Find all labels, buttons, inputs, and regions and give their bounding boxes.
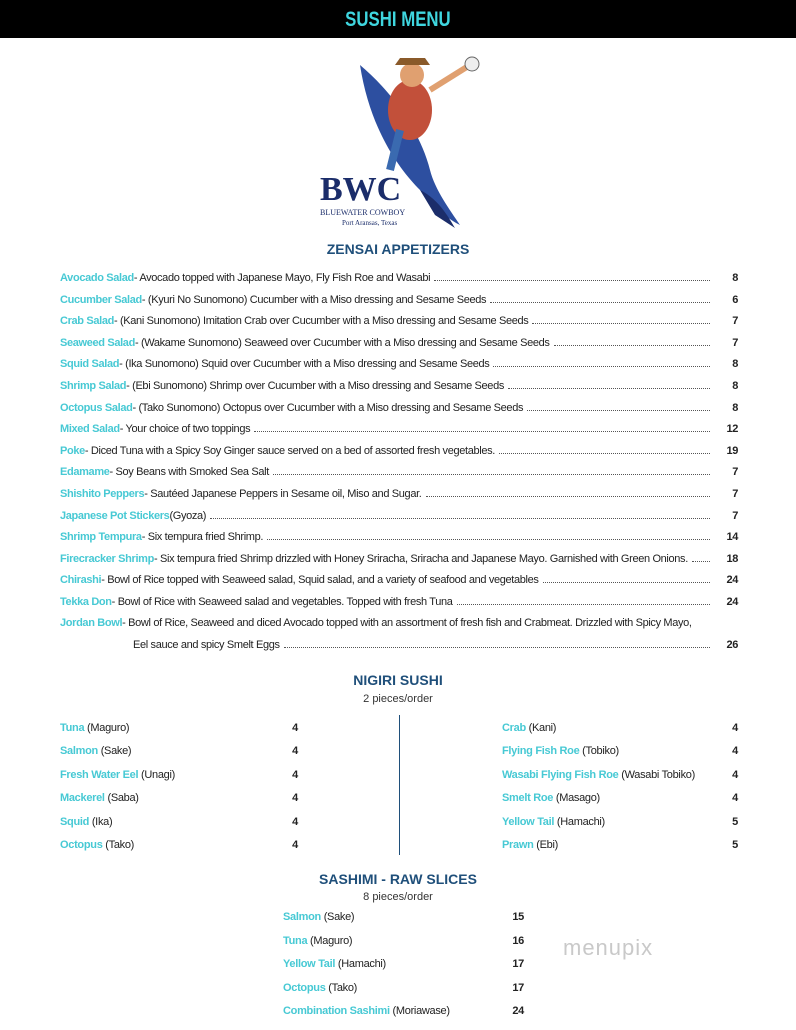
item-name: Octopus (60, 839, 103, 851)
item-description: - (Kani Sunomono) Imitation Crab over Cucumber with a Miso dressing and Sesame Seeds (113, 315, 529, 328)
sashimi-subtitle: 8 pieces/order (363, 891, 433, 903)
menu-item (60, 294, 738, 310)
item-japanese-name: (Moriawase) (389, 1005, 450, 1017)
item-price: 4 (732, 722, 738, 734)
item-name: Chirashi (60, 574, 102, 587)
item-price: 7 (732, 488, 738, 500)
item-name: Fresh Water Eel (60, 768, 139, 781)
menu-item (502, 745, 738, 761)
item-price: 4 (292, 815, 298, 828)
item-price: 8 (732, 358, 738, 371)
item-name: Combination Sashimi (283, 1005, 390, 1017)
item-description: - (Kyuri No Sunomono) Cucumber with a Miso dressing and Sesame Seeds (141, 293, 487, 306)
item-description: (Gyoza) (169, 509, 207, 522)
menu-item (60, 510, 738, 526)
item-description: - Six tempura fried Shrimp drizzled with Honey Sriracha, Sriracha and Japanese Mayo. Garnished with Green Onions. (153, 552, 688, 565)
dot-leader (434, 280, 710, 281)
menu-item (502, 816, 738, 832)
item-price: 8 (732, 380, 738, 392)
item-japanese-name: (Tobiko) (579, 745, 619, 758)
item-price: 7 (732, 466, 738, 479)
item-japanese-name: (Ika) (89, 815, 113, 828)
item-price: 24 (726, 596, 738, 608)
item-price: 7 (732, 315, 738, 328)
sashimi-heading: SASHIMI - RAW SLICES (319, 871, 477, 887)
item-price: 8 (732, 272, 738, 284)
header-bar (0, 0, 796, 38)
column-divider (399, 715, 400, 855)
item-japanese-name: (Sake) (97, 745, 132, 758)
item-description: - (Ika Sunomono) Squid over Cucumber with a Miso dressing and Sesame Seeds (119, 358, 490, 371)
item-description: - Soy Beans with Smoked Sea Salt (109, 466, 269, 479)
bluewater-cowboy-logo (300, 50, 500, 235)
item-price: 4 (732, 745, 738, 758)
dot-leader (267, 539, 710, 540)
item-name: Salmon (60, 745, 98, 758)
item-name: Tekka Don (60, 596, 112, 608)
dot-leader (508, 388, 710, 389)
menu-item (60, 358, 738, 374)
menu-title: SUSHI MENU (345, 8, 451, 31)
item-name: Octopus Salad (60, 401, 133, 414)
item-name: Flying Fish Roe (502, 745, 580, 758)
dot-leader (457, 604, 710, 605)
menu-item (60, 745, 298, 761)
item-japanese-name: (Hamachi) (554, 815, 605, 828)
item-name: Mixed Salad (60, 423, 120, 436)
item-name: Squid Salad (60, 358, 120, 371)
item-price: 4 (732, 792, 738, 805)
item-japanese-name: (Sake) (320, 911, 355, 923)
item-price: 26 (726, 639, 738, 651)
item-japanese-name: (Masago) (553, 792, 600, 805)
item-price: 24 (512, 1005, 524, 1017)
item-description: - Bowl of Rice with Seaweed salad and vegetables. Topped with fresh Tuna (111, 596, 453, 608)
item-name: Yellow Tail (502, 815, 555, 828)
item-name: Avocado Salad (60, 272, 134, 284)
item-name: Edamame (60, 466, 110, 479)
item-name: Mackerel (60, 792, 105, 805)
item-description: - (Tako Sunomono) Octopus over Cucumber with a Miso dressing and Sesame Seeds (132, 401, 524, 414)
item-name: Crab (502, 722, 526, 734)
item-price: 8 (732, 401, 738, 414)
item-description: - (Wakame Sunomono) Seaweed over Cucumber with a Miso dressing and Sesame Seeds (134, 336, 550, 349)
item-price: 18 (726, 552, 738, 565)
menu-item (60, 617, 738, 633)
item-price: 4 (292, 722, 298, 734)
dot-leader (499, 453, 710, 454)
menu-item (502, 769, 738, 785)
item-japanese-name: (Hamachi) (335, 958, 386, 970)
item-japanese-name: (Tako) (102, 839, 135, 851)
menu-item (60, 839, 298, 855)
item-name: Squid (60, 815, 90, 828)
menu-item (60, 445, 738, 461)
item-japanese-name: (Maguro) (307, 934, 353, 947)
logo-mark: BWC (320, 171, 402, 208)
item-name: Tuna (60, 722, 85, 734)
item-name: Shrimp Tempura (60, 531, 142, 544)
menu-item (502, 792, 738, 808)
item-name: Japanese Pot Stickers (60, 509, 170, 522)
dot-leader (532, 323, 710, 324)
item-price: 5 (732, 815, 738, 828)
menu-item (60, 769, 298, 785)
item-name: Yellow Tail (283, 958, 336, 970)
item-price: 19 (726, 444, 738, 457)
item-price: 4 (732, 768, 738, 781)
item-japanese-name: (Kani) (525, 722, 557, 734)
menu-item (283, 958, 524, 974)
dot-leader (426, 496, 711, 497)
item-name: Shrimp Salad (60, 380, 127, 392)
nigiri-subtitle: 2 pieces/order (363, 693, 433, 705)
appetizers-heading: ZENSAI APPETIZERS (326, 241, 470, 257)
logo-name: BLUEWATER COWBOY (320, 208, 406, 217)
item-description: - Diced Tuna with a Spicy Soy Ginger sauce served on a bed of assorted fresh vegetables. (84, 444, 495, 457)
menu-item (60, 272, 738, 288)
item-name: Crab Salad (60, 315, 114, 328)
item-price: 6 (732, 293, 738, 306)
item-description: - Avocado topped with Japanese Mayo, Fly Fish Roe and Wasabi (133, 272, 431, 284)
item-price: 4 (292, 745, 298, 758)
item-name: Smelt Roe (502, 792, 554, 805)
item-japanese-name: (Unagi) (138, 768, 175, 781)
dot-leader (527, 410, 710, 411)
item-description: - (Ebi Sunomono) Shrimp over Cucumber with a Miso dressing and Sesame Seeds (126, 380, 504, 392)
item-price: 14 (726, 531, 738, 544)
menu-item (60, 423, 738, 439)
item-price: 24 (726, 574, 738, 587)
menu-item (60, 816, 298, 832)
dot-leader (210, 518, 710, 519)
menu-item (60, 553, 738, 569)
menu-item (60, 337, 738, 353)
item-price: 16 (512, 934, 524, 947)
item-name: Jordan Bowl (60, 617, 123, 629)
menu-item-continued (133, 639, 738, 655)
menu-item (283, 911, 524, 927)
item-description: - Six tempura fried Shrimp. (141, 531, 264, 544)
item-name: Salmon (283, 911, 321, 923)
item-japanese-name: (Ebi) (533, 839, 558, 851)
item-description: - Sautéed Japanese Peppers in Sesame oil, Miso and Sugar. (144, 488, 422, 500)
menu-item (283, 935, 524, 951)
menu-item (502, 839, 738, 855)
menu-item (60, 466, 738, 482)
watermark: menupix (563, 935, 654, 960)
menu-item (60, 380, 738, 396)
item-japanese-name: (Wasabi Tobiko) (618, 768, 695, 781)
dot-leader (273, 474, 710, 475)
menu-item (60, 722, 298, 738)
item-name: Shishito Peppers (60, 488, 145, 500)
item-japanese-name: (Tako) (325, 981, 358, 994)
item-price: 7 (732, 509, 738, 522)
item-name: Firecracker Shrimp (60, 552, 154, 565)
item-name: Wasabi Flying Fish Roe (502, 768, 619, 781)
item-name: Cucumber Salad (60, 293, 142, 306)
menu-item (283, 982, 524, 998)
item-price: 4 (292, 768, 298, 781)
menu-item (60, 315, 738, 331)
item-name: Octopus (283, 981, 326, 994)
menu-item (60, 596, 738, 612)
menu-item (60, 792, 298, 808)
item-name: Seaweed Salad (60, 336, 135, 349)
item-japanese-name: (Saba) (104, 792, 139, 805)
item-price: 12 (726, 423, 738, 436)
item-name: Poke (60, 444, 85, 457)
item-price: 4 (292, 839, 298, 851)
menu-item (283, 1005, 524, 1021)
item-description: - Bowl of Rice, Seaweed and diced Avocado topped with an assortment of fresh fish and Crabmeat. Drizzled with Spicy Mayo, (122, 617, 692, 629)
nigiri-heading: NIGIRI SUSHI (353, 672, 443, 688)
item-price: 7 (732, 336, 738, 349)
dot-leader (692, 561, 710, 562)
item-price: 4 (292, 792, 298, 805)
menu-item (60, 488, 738, 504)
item-name: Tuna (283, 934, 308, 947)
dot-leader (493, 366, 710, 367)
menu-item (60, 402, 738, 418)
dot-leader (254, 431, 710, 432)
item-description: - Your choice of two toppings (119, 423, 251, 436)
dot-leader (554, 345, 710, 346)
dot-leader (543, 582, 710, 583)
dot-leader (284, 647, 710, 648)
item-description: - Bowl of Rice topped with Seaweed salad, Squid salad, and a variety of seafood and vegetables (101, 574, 539, 587)
menu-item (60, 531, 738, 547)
item-price: 17 (512, 958, 524, 970)
menu-item (60, 574, 738, 590)
menu-item (502, 722, 738, 738)
item-price: 5 (732, 839, 738, 851)
item-price: 17 (512, 981, 524, 994)
logo-location: Port Aransas, Texas (342, 219, 398, 227)
item-description: Eel sauce and spicy Smelt Eggs (133, 639, 280, 651)
dot-leader (490, 302, 710, 303)
item-japanese-name: (Maguro) (84, 722, 130, 734)
item-price: 15 (512, 911, 524, 923)
item-name: Prawn (502, 839, 534, 851)
